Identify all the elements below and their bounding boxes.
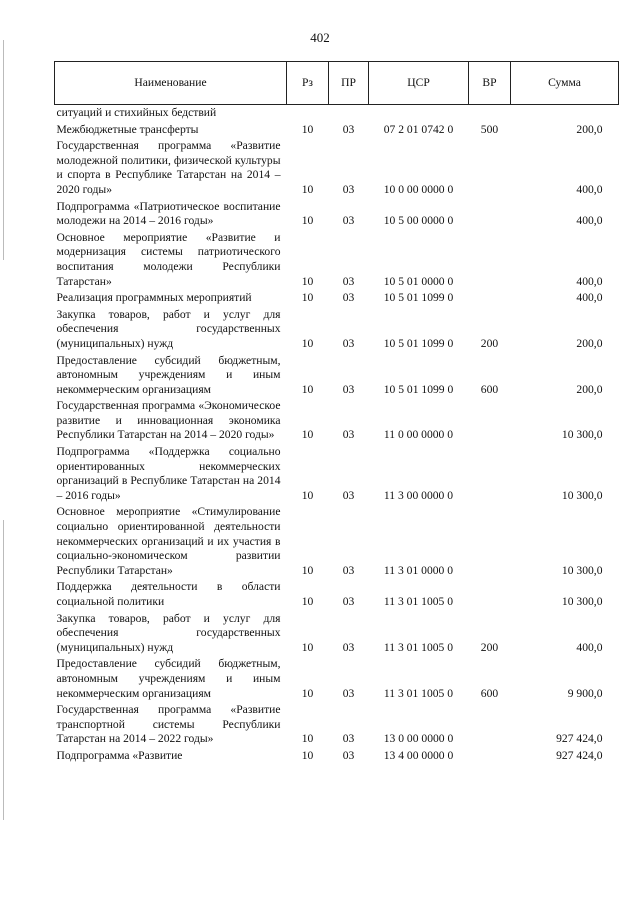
cell-csr: 07 2 01 0742 0 [383,122,454,136]
cell-sum: 400,0 [576,274,603,288]
cell-name: Поддержка деятельности в области социальной политики [56,580,281,608]
cell-vr [469,399,511,445]
cell-csr: 11 3 01 1005 0 [383,640,454,654]
cell-csr: 11 3 01 1005 0 [383,686,454,700]
header-csr: ЦСР [369,62,469,105]
cell-rz: 10 [301,214,314,228]
table-row [55,749,619,766]
cell-vr [469,445,511,505]
cell-vr [469,505,511,580]
cell-name: Предоставление субсидий бюджетным, автономным учреждениям и иным некоммерческим организациям [56,657,281,700]
cell-sum: 400,0 [576,182,603,196]
cell-sum: 10 300,0 [561,563,603,577]
cell-csr: 11 3 01 1005 0 [383,595,454,608]
cell-pr: 03 [342,182,355,196]
cell-vr: 600 [480,382,499,396]
cell-vr [469,703,511,749]
cell-sum: 10 300,0 [561,595,603,608]
cell-csr: 10 5 00 0000 0 [383,214,454,228]
cell-vr: 500 [480,122,499,136]
cell-pr: 03 [342,336,355,350]
table-row [55,139,619,199]
cell-name: Государственная программа «Развитие транспортной системы Республики Татарстан на 2014 – 2022 годы» [56,703,281,746]
cell-csr: 10 0 00 0000 0 [383,182,454,196]
cell-csr: 10 5 01 1099 0 [383,382,454,396]
cell-csr: 11 0 00 0000 0 [383,428,454,442]
table-row [55,105,619,123]
table-row [55,123,619,140]
cell-pr: 03 [342,686,355,700]
cell-name: Закупка товаров, работ и услуг для обеспечения государственных (муниципальных) нужд [56,307,281,350]
header-name: Наименование [55,62,287,105]
cell-sum: 200,0 [576,336,603,350]
cell-sum: 10 300,0 [561,428,603,442]
cell-csr: 11 3 01 0000 0 [383,563,454,577]
table-row [55,291,619,308]
table-row [55,308,619,354]
cell-name: Закупка товаров, работ и услуг для обеспечения государственных (муниципальных) нужд [56,611,281,654]
cell-vr [469,291,511,308]
cell-csr: 11 3 00 0000 0 [383,488,454,502]
cell-pr: 03 [342,563,355,577]
cell-pr: 03 [342,595,355,608]
budget-table [54,61,619,766]
cell-csr [369,105,469,123]
cell-vr [469,231,511,291]
cell-sum [511,105,619,123]
cell-name: Основное мероприятие «Стимулирование социально ориентированной деятельности некоммерческих организаций и их участия в социально-экономическом развитии Республики Татарстан» [56,505,281,577]
cell-sum: 10 300,0 [561,488,603,502]
table-row [55,354,619,400]
cell-rz [287,105,329,123]
cell-name: Подпрограмма «Патриотическое воспитание молодежи на 2014 – 2016 годы» [56,199,281,228]
cell-rz: 10 [301,182,314,196]
table-row [55,399,619,445]
header-rz: Рз [287,62,329,105]
cell-sum: 200,0 [576,122,603,136]
cell-name: ситуаций и стихийных бедствий [56,106,217,119]
cell-pr [329,105,369,123]
header-vr: ВР [469,62,511,105]
cell-csr: 10 5 01 0000 0 [383,274,454,288]
scan-margin-line [3,40,4,260]
cell-rz: 10 [301,336,314,350]
cell-name: Межбюджетные трансферты [56,122,199,136]
cell-name: Подпрограмма «Поддержка социально ориентированных некоммерческих организаций в Республике Татарстан на 2014 – 2016 годы» [56,445,281,502]
table-body [55,105,619,766]
table-header [55,62,619,105]
cell-sum: 9 900,0 [567,686,603,700]
cell-rz: 10 [301,428,314,442]
table-row [55,580,619,611]
cell-pr: 03 [342,640,355,654]
cell-name: Основное мероприятие «Развитие и модернизация системы патриотического воспитания молодежи Республики Татарстан» [56,230,281,288]
table-row [55,657,619,703]
cell-sum: 200,0 [576,382,603,396]
table-row [55,200,619,231]
cell-pr: 03 [342,122,355,136]
cell-pr: 03 [342,748,355,762]
cell-pr: 03 [342,274,355,288]
scan-margin-line [3,520,4,820]
cell-rz: 10 [301,488,314,502]
cell-rz: 10 [301,640,314,654]
cell-csr: 13 0 00 0000 0 [383,732,454,746]
cell-csr: 10 5 01 1099 0 [383,336,454,350]
cell-name: Предоставление субсидий бюджетным, автономным учреждениям и иным некоммерческим организациям [56,353,281,396]
header-pr: ПР [329,62,369,105]
cell-sum: 927 424,0 [556,732,603,746]
table-row [55,445,619,505]
cell-csr: 10 5 01 1099 0 [383,291,454,305]
cell-name: Реализация программных мероприятий [56,291,252,305]
cell-sum: 400,0 [576,640,603,654]
table-row [55,231,619,291]
cell-name: Государственная программа «Экономическое развитие и инновационная экономика Республики Татарстан на 2014 – 2020 годы» [56,399,281,442]
header-sum: Сумма [511,62,619,105]
cell-rz: 10 [301,382,314,396]
cell-pr: 03 [342,214,355,228]
cell-sum: 400,0 [576,214,603,228]
cell-vr: 200 [480,640,499,654]
cell-vr [469,200,511,231]
table-row [55,703,619,749]
cell-rz: 10 [301,748,314,762]
cell-csr: 13 4 00 0000 0 [383,748,454,762]
cell-sum: 927 424,0 [556,748,603,762]
cell-rz: 10 [301,122,314,136]
table-row [55,505,619,580]
cell-rz: 10 [301,686,314,700]
cell-vr: 600 [480,686,499,700]
cell-rz: 10 [301,563,314,577]
cell-name: Подпрограмма «Развитие [56,748,183,762]
cell-pr: 03 [342,291,355,305]
cell-rz: 10 [301,291,314,305]
cell-rz: 10 [301,595,314,608]
cell-pr: 03 [342,732,355,746]
cell-pr: 03 [342,382,355,396]
cell-vr [469,749,511,766]
cell-pr: 03 [342,488,355,502]
cell-vr [469,139,511,199]
cell-vr [469,105,511,123]
cell-sum: 400,0 [576,291,603,305]
table-row [55,612,619,658]
cell-name: Государственная программа «Развитие молодежной политики, физической культуры и спорта в Республике Татарстан на 2014 – 2020 годы» [56,139,281,196]
cell-rz: 10 [301,274,314,288]
cell-pr: 03 [342,428,355,442]
cell-rz: 10 [301,732,314,746]
cell-vr: 200 [480,336,499,350]
cell-vr [469,580,511,611]
page-number: 402 [310,30,330,45]
